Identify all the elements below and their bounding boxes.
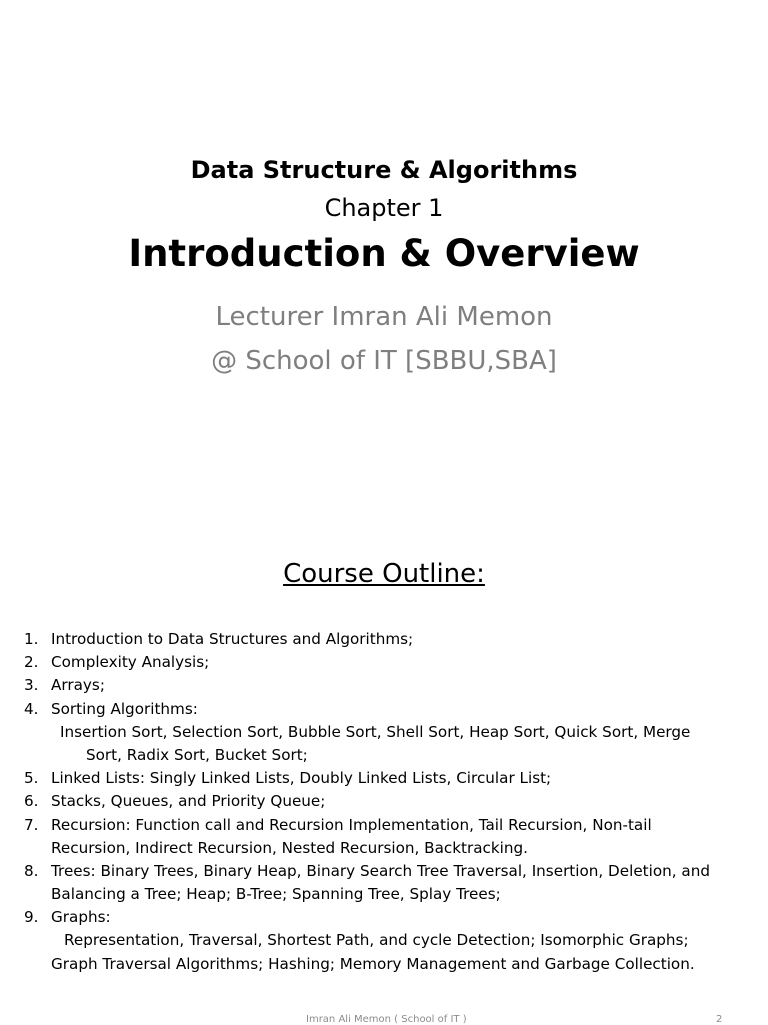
list-text: Insertion Sort, Selection Sort, Bubble Sort, Shell Sort, Heap Sort, Quick Sort, Merge	[60, 722, 691, 741]
list-item-continuation	[0, 883, 768, 906]
chapter-label: Chapter 1	[324, 194, 444, 222]
list-item-continuation	[0, 721, 768, 744]
list-number: 3.	[24, 676, 39, 695]
list-item	[0, 628, 768, 651]
lecturer-name: Lecturer Imran Ali Memon	[215, 302, 553, 332]
list-item-continuation	[0, 744, 768, 767]
course-outline-heading: Course Outline:	[283, 559, 485, 589]
list-item	[0, 674, 768, 697]
list-item	[0, 860, 768, 883]
list-text: Representation, Traversal, Shortest Path, and cycle Detection; Isomorphic Graphs;	[64, 931, 689, 950]
list-number: 5.	[24, 769, 39, 788]
list-text: Sort, Radix Sort, Bucket Sort;	[86, 745, 308, 764]
footer-text: Imran Ali Memon ( School of IT )	[306, 1014, 467, 1025]
list-number: 8.	[24, 861, 39, 880]
list-text: Complexity Analysis;	[51, 653, 210, 672]
slide-title: Introduction & Overview	[128, 232, 640, 275]
list-text: Arrays;	[51, 676, 105, 695]
list-text: Graph Traversal Algorithms; Hashing; Memory Management and Garbage Collection.	[51, 954, 695, 973]
page-number: 2	[716, 1014, 723, 1025]
list-number: 2.	[24, 653, 39, 672]
list-item	[0, 767, 768, 790]
course-outline-list	[0, 628, 768, 976]
list-item	[0, 651, 768, 674]
list-number: 1.	[24, 630, 39, 648]
list-text: Sorting Algorithms:	[51, 699, 198, 718]
list-item	[0, 790, 768, 813]
list-item	[0, 698, 768, 721]
list-text: Graphs:	[51, 908, 111, 927]
list-number: 9.	[24, 908, 39, 927]
list-item-continuation	[0, 929, 768, 952]
course-title: Data Structure & Algorithms	[190, 156, 578, 184]
list-text: Recursion, Indirect Recursion, Nested Recursion, Backtracking.	[51, 838, 528, 857]
list-text: Trees: Binary Trees, Binary Heap, Binary Search Tree Traversal, Insertion, Deletion, and	[51, 861, 710, 880]
school-affiliation: @ School of IT [SBBU,SBA]	[211, 346, 557, 376]
list-number: 4.	[24, 699, 39, 718]
list-item	[0, 906, 768, 929]
list-text: Balancing a Tree; Heap; B-Tree; Spanning Tree, Splay Trees;	[51, 885, 501, 904]
list-item-continuation	[0, 837, 768, 860]
list-item	[0, 814, 768, 837]
list-item-continuation	[0, 953, 768, 976]
list-number: 6.	[24, 792, 39, 811]
list-text: Recursion: Function call and Recursion Implementation, Tail Recursion, Non-tail	[51, 815, 652, 834]
list-number: 7.	[24, 815, 39, 834]
list-text: Linked Lists: Singly Linked Lists, Doubly Linked Lists, Circular List;	[51, 769, 552, 788]
list-text: Stacks, Queues, and Priority Queue;	[51, 792, 326, 811]
list-text: Introduction to Data Structures and Algorithms;	[51, 630, 414, 648]
